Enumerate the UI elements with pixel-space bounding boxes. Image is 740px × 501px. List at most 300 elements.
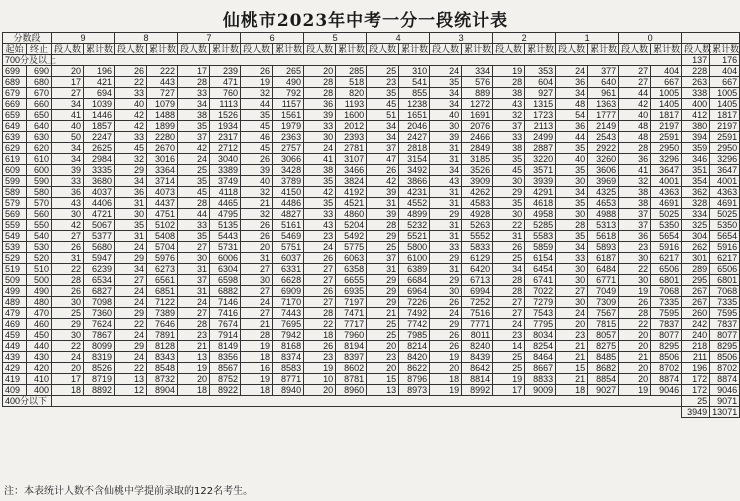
segment-count: 35 (556, 165, 588, 176)
segment-count: 33 (430, 242, 462, 253)
cumulative-count: 404 (651, 66, 682, 77)
cumulative-count: 2781 (336, 143, 367, 154)
segment-count: 20 (52, 363, 84, 374)
row-total-cum: 3296 (710, 154, 740, 165)
segment-count: 44 (178, 209, 210, 220)
segment-count: 31 (367, 264, 399, 275)
cumulative-count: 8719 (84, 374, 115, 385)
segment-count: 21 (619, 352, 651, 363)
row-total-cum: 6801 (710, 275, 740, 286)
segment-count: 31 (178, 264, 210, 275)
segment-count: 42 (115, 121, 147, 132)
segment-count: 41 (304, 154, 336, 165)
segment-count: 34 (52, 154, 84, 165)
segment-count: 40 (556, 154, 588, 165)
row-end: 590 (27, 176, 52, 187)
segment-count: 33 (52, 176, 84, 187)
cumulative-count: 889 (462, 88, 493, 99)
segment-count: 26 (304, 286, 336, 297)
cumulative-count: 8397 (336, 352, 367, 363)
row-total-cum: 4001 (710, 176, 740, 187)
segment-count: 13 (115, 374, 147, 385)
row-total-count: 240 (682, 330, 710, 341)
cumulative-count: 8526 (84, 363, 115, 374)
cumulative-count: 7335 (651, 297, 682, 308)
cumulative-count: 7146 (210, 297, 241, 308)
segment-count: 26 (619, 297, 651, 308)
cumulative-count: 3185 (462, 154, 493, 165)
end-label: 终止 (27, 44, 52, 55)
cumulative-count: 518 (336, 77, 367, 88)
table-row (3, 110, 740, 121)
row-start: 549 (3, 231, 27, 242)
cumulative-count: 2625 (84, 143, 115, 154)
cumulative-count: 5704 (147, 242, 178, 253)
row-end: 620 (27, 143, 52, 154)
segment-count: 25 (367, 242, 399, 253)
cumulative-count: 7942 (273, 330, 304, 341)
segment-count: 42 (619, 99, 651, 110)
final-totals-row (3, 407, 740, 418)
segment-count: 23 (619, 242, 651, 253)
segment-count: 40 (430, 110, 462, 121)
row-total-count: 218 (682, 341, 710, 352)
cumulative-count: 4958 (525, 209, 556, 220)
cumulative-count: 5618 (588, 231, 619, 242)
row-end: 660 (27, 99, 52, 110)
segment-count: 22 (619, 264, 651, 275)
row-total-cum: 3647 (710, 165, 740, 176)
cumulative-count: 5232 (399, 220, 430, 231)
cumulative-count: 4262 (462, 187, 493, 198)
cumulative-count: 7049 (588, 286, 619, 297)
cumulative-count: 760 (210, 88, 241, 99)
segment-count: 18 (241, 352, 273, 363)
segment-count: 42 (178, 143, 210, 154)
segment-count: 29 (115, 308, 147, 319)
cumulative-count: 1777 (588, 110, 619, 121)
cumulative-count: 4827 (273, 209, 304, 220)
cumulative-count: 4231 (399, 187, 430, 198)
cumulative-count: 490 (273, 77, 304, 88)
segment-count: 26 (241, 231, 273, 242)
cumulative-count: 6420 (462, 264, 493, 275)
segment-count: 44 (241, 99, 273, 110)
row-total-cum: 7595 (710, 308, 740, 319)
segment-count: 31 (430, 187, 462, 198)
row-start: 479 (3, 308, 27, 319)
cumulative-count: 4618 (525, 198, 556, 209)
segment-count: 44 (556, 132, 588, 143)
cumulative-count: 5443 (210, 231, 241, 242)
cumulative-count: 3647 (651, 165, 682, 176)
row-total-count: 211 (682, 352, 710, 363)
cumulative-count: 7252 (462, 297, 493, 308)
cumulative-count: 7360 (84, 308, 115, 319)
segment-count: 47 (367, 154, 399, 165)
segment-count: 12 (115, 385, 147, 396)
cumulative-count: 9009 (525, 385, 556, 396)
segment-count: 20 (52, 66, 84, 77)
cumulative-count: 5161 (273, 220, 304, 231)
cumulative-count: 377 (588, 66, 619, 77)
segment-count: 33 (556, 253, 588, 264)
cumulative-count: 6684 (399, 275, 430, 286)
cumulative-count: 7226 (399, 297, 430, 308)
segment-count: 20 (367, 363, 399, 374)
cumulative-count: 2076 (462, 121, 493, 132)
cum-label: 累计数 (588, 44, 619, 55)
cumulative-count: 6534 (84, 275, 115, 286)
cumulative-count: 1723 (525, 110, 556, 121)
segment-count: 30 (556, 275, 588, 286)
cumulative-count: 1526 (210, 110, 241, 121)
digit-header: 1 (556, 33, 619, 44)
cumulative-count: 7443 (273, 308, 304, 319)
table-row (3, 99, 740, 110)
cumulative-count: 6063 (336, 253, 367, 264)
segment-count: 38 (304, 165, 336, 176)
cumulative-count: 3492 (399, 165, 430, 176)
segment-count: 27 (241, 286, 273, 297)
segment-count: 25 (367, 330, 399, 341)
row-total-count: 380 (682, 121, 710, 132)
cumulative-count: 6358 (336, 264, 367, 275)
cumulative-count: 8485 (588, 352, 619, 363)
segment-count: 13 (178, 352, 210, 363)
segment-count: 51 (367, 110, 399, 121)
segment-count: 35 (556, 143, 588, 154)
segment-count: 30 (430, 286, 462, 297)
row-end: 460 (27, 319, 52, 330)
segment-count: 27 (619, 77, 651, 88)
score-table (2, 32, 740, 418)
count-label: 段人数 (241, 44, 273, 55)
digit-header: 5 (304, 33, 367, 44)
segment-count: 23 (493, 330, 525, 341)
row-start: 419 (3, 374, 27, 385)
segment-count: 28 (241, 330, 273, 341)
cumulative-count: 5654 (651, 231, 682, 242)
count-label: 段人数 (619, 44, 651, 55)
cumulative-count: 8343 (147, 352, 178, 363)
segment-count: 29 (115, 341, 147, 352)
row-total-count: 334 (682, 209, 710, 220)
row-end: 430 (27, 352, 52, 363)
cumulative-count: 4691 (651, 198, 682, 209)
segment-count: 37 (619, 209, 651, 220)
footnote: 注：本表统计人数不含仙桃中学提前录取的122名考生。 (4, 486, 254, 497)
segment-count: 40 (52, 121, 84, 132)
cumulative-count: 421 (84, 77, 115, 88)
cumulative-count: 8240 (462, 341, 493, 352)
row-total-cum: 8295 (710, 341, 740, 352)
segment-count: 34 (493, 264, 525, 275)
segment-count: 23 (367, 352, 399, 363)
row-total-count: 338 (682, 88, 710, 99)
cumulative-count: 8439 (462, 352, 493, 363)
segment-count: 21 (556, 374, 588, 385)
cumulative-count: 8194 (336, 341, 367, 352)
cumulative-count: 1363 (588, 99, 619, 110)
row-total-cum: 8077 (710, 330, 740, 341)
segment-count: 27 (556, 286, 588, 297)
count-label: 段人数 (556, 44, 588, 55)
cumulative-count: 4291 (525, 187, 556, 198)
cumulative-count: 1488 (147, 110, 178, 121)
row-end: 440 (27, 341, 52, 352)
cumulative-count: 3364 (147, 165, 178, 176)
row-start: 599 (3, 176, 27, 187)
segment-count: 17 (493, 385, 525, 396)
cumulative-count: 667 (651, 77, 682, 88)
segment-count: 48 (619, 132, 651, 143)
cumulative-count: 6304 (210, 264, 241, 275)
row-total-count: 351 (682, 165, 710, 176)
digit-header: 6 (241, 33, 304, 44)
segment-count: 15 (367, 374, 399, 385)
cumulative-count: 2670 (147, 143, 178, 154)
segment-count: 24 (241, 297, 273, 308)
cumulative-count: 3428 (273, 165, 304, 176)
row-start: 689 (3, 77, 27, 88)
segment-count: 38 (178, 110, 210, 121)
row-start: 499 (3, 286, 27, 297)
segment-count: 30 (241, 275, 273, 286)
cumulative-count: 5067 (84, 220, 115, 231)
row-end: 600 (27, 165, 52, 176)
segment-count: 32 (115, 154, 147, 165)
segment-count: 21 (241, 319, 273, 330)
segment-count: 20 (556, 319, 588, 330)
cumulative-count: 1193 (336, 99, 367, 110)
segment-count: 27 (241, 308, 273, 319)
cumulative-count: 5469 (273, 231, 304, 242)
cumulative-count: 2591 (651, 132, 682, 143)
cumulative-count: 7492 (399, 308, 430, 319)
row-total-cum: 8702 (710, 363, 740, 374)
segment-count: 31 (493, 231, 525, 242)
row-total-cum: 8874 (710, 374, 740, 385)
row-start: 659 (3, 110, 27, 121)
row-end: 570 (27, 198, 52, 209)
table-row (3, 187, 740, 198)
cum-label: 累计数 (273, 44, 304, 55)
segment-count: 28 (178, 198, 210, 209)
segment-count: 33 (304, 209, 336, 220)
cumulative-count: 927 (525, 88, 556, 99)
cumulative-count: 694 (84, 88, 115, 99)
segment-count: 27 (304, 275, 336, 286)
segment-count: 34 (115, 264, 147, 275)
segment-count: 31 (430, 231, 462, 242)
segment-count: 35 (178, 121, 210, 132)
cumulative-count: 285 (336, 66, 367, 77)
row-total-cum: 4363 (710, 187, 740, 198)
segment-count: 34 (367, 121, 399, 132)
segment-count: 35 (367, 88, 399, 99)
row-total-count: 196 (682, 363, 710, 374)
segment-count: 27 (52, 231, 84, 242)
cum-label: 累计数 (651, 44, 682, 55)
cumulative-count: 7815 (588, 319, 619, 330)
segment-count: 29 (430, 275, 462, 286)
cumulative-count: 6506 (651, 264, 682, 275)
cumulative-count: 1315 (525, 99, 556, 110)
table-row (3, 209, 740, 220)
segment-count: 19 (304, 363, 336, 374)
segment-count: 19 (430, 352, 462, 363)
row-end: 500 (27, 275, 52, 286)
row-total-count: 172 (682, 374, 710, 385)
row-total-count: 346 (682, 154, 710, 165)
row-end: 400 (27, 385, 52, 396)
segment-count: 39 (367, 209, 399, 220)
cumulative-count: 8420 (399, 352, 430, 363)
cumulative-count: 8356 (210, 352, 241, 363)
cumulative-count: 5833 (462, 242, 493, 253)
row-total-cum: 5654 (710, 231, 740, 242)
segment-count: 24 (493, 319, 525, 330)
cumulative-count: 471 (210, 77, 241, 88)
segment-count: 20 (619, 330, 651, 341)
cumulative-count: 3909 (462, 176, 493, 187)
cumulative-count: 4653 (588, 198, 619, 209)
cumulative-count: 5350 (651, 220, 682, 231)
segment-count: 27 (52, 88, 84, 99)
segment-count: 42 (304, 187, 336, 198)
segment-count: 10 (304, 374, 336, 385)
segment-count: 30 (493, 209, 525, 220)
segment-count: 42 (115, 110, 147, 121)
cumulative-count: 6628 (273, 275, 304, 286)
segment-count: 31 (241, 253, 273, 264)
cumulative-count: 8622 (399, 363, 430, 374)
cumulative-count: 6935 (336, 286, 367, 297)
cumulative-count: 1651 (399, 110, 430, 121)
segment-count: 25 (493, 352, 525, 363)
cumulative-count: 8602 (336, 363, 367, 374)
cumulative-count: 7595 (651, 308, 682, 319)
table-row (3, 385, 740, 396)
segment-count: 24 (178, 154, 210, 165)
cumulative-count: 8057 (588, 330, 619, 341)
segment-count: 26 (52, 286, 84, 297)
cumulative-count: 7279 (525, 297, 556, 308)
cumulative-count: 4437 (147, 198, 178, 209)
table-row (3, 308, 740, 319)
segment-count: 22 (52, 341, 84, 352)
count-label: 段人数 (367, 44, 399, 55)
segment-count: 35 (556, 198, 588, 209)
row-total-count: 289 (682, 264, 710, 275)
segment-count: 26 (115, 66, 147, 77)
segment-count: 29 (430, 209, 462, 220)
segment-count: 35 (430, 77, 462, 88)
segment-count: 30 (115, 209, 147, 220)
cumulative-count: 4406 (84, 198, 115, 209)
segment-count: 28 (556, 220, 588, 231)
cumulative-count: 2046 (399, 121, 430, 132)
cumulative-count: 6154 (525, 253, 556, 264)
cumulative-count: 8254 (525, 341, 556, 352)
cumulative-count: 5204 (336, 220, 367, 231)
cumulative-count: 4325 (588, 187, 619, 198)
table-row (3, 198, 740, 209)
cumulative-count: 8940 (273, 385, 304, 396)
count-label: 段人数 (52, 44, 84, 55)
row-start: 449 (3, 341, 27, 352)
cumulative-count: 8214 (399, 341, 430, 352)
cum-label: 累计数 (462, 44, 493, 55)
cumulative-count: 3680 (84, 176, 115, 187)
cumulative-count: 1405 (651, 99, 682, 110)
segment-count: 29 (115, 165, 147, 176)
segment-count: 35 (556, 231, 588, 242)
row-start: 409 (3, 385, 27, 396)
cumulative-count: 1113 (210, 99, 241, 110)
cumulative-count: 7891 (147, 330, 178, 341)
cumulative-count: 576 (462, 77, 493, 88)
table-body (3, 55, 740, 418)
cumulative-count: 7068 (651, 286, 682, 297)
segment-count: 34 (556, 88, 588, 99)
segment-label: 分数段 (3, 33, 52, 44)
segment-count: 27 (178, 242, 210, 253)
table-row (3, 231, 740, 242)
segment-count: 41 (52, 110, 84, 121)
cumulative-count: 6037 (273, 253, 304, 264)
cumulative-count: 2543 (588, 132, 619, 143)
row-start: 649 (3, 121, 27, 132)
table-row (3, 88, 740, 99)
cumulative-count: 1238 (399, 99, 430, 110)
row-total-cum: 667 (710, 77, 740, 88)
cumulative-count: 6331 (273, 264, 304, 275)
segment-count: 54 (556, 110, 588, 121)
segment-count: 35 (115, 220, 147, 231)
segment-count: 30 (619, 253, 651, 264)
cumulative-count: 6882 (210, 286, 241, 297)
final-total-count: 3949 (682, 407, 710, 418)
segment-count: 45 (493, 165, 525, 176)
segment-count: 31 (178, 286, 210, 297)
segment-count: 23 (556, 330, 588, 341)
cumulative-count: 6713 (462, 275, 493, 286)
segment-count: 23 (178, 330, 210, 341)
segment-count: 21 (241, 198, 273, 209)
row-total-cum: 5025 (710, 209, 740, 220)
cumulative-count: 8922 (210, 385, 241, 396)
row-end: 560 (27, 209, 52, 220)
segment-count: 20 (367, 341, 399, 352)
segment-count: 19 (619, 286, 651, 297)
cumulative-count: 4118 (210, 187, 241, 198)
cumulative-count: 2393 (336, 132, 367, 143)
cumulative-count: 2247 (84, 132, 115, 143)
segment-count: 29 (493, 187, 525, 198)
row-end: 530 (27, 242, 52, 253)
segment-count: 35 (493, 198, 525, 209)
segment-count: 19 (241, 341, 273, 352)
row-total-count: 228 (682, 66, 710, 77)
cumulative-count: 4751 (147, 209, 178, 220)
segment-count: 20 (304, 385, 336, 396)
table-row (3, 374, 740, 385)
cumulative-count: 8904 (147, 385, 178, 396)
cumulative-count: 8128 (147, 341, 178, 352)
segment-count: 37 (493, 121, 525, 132)
